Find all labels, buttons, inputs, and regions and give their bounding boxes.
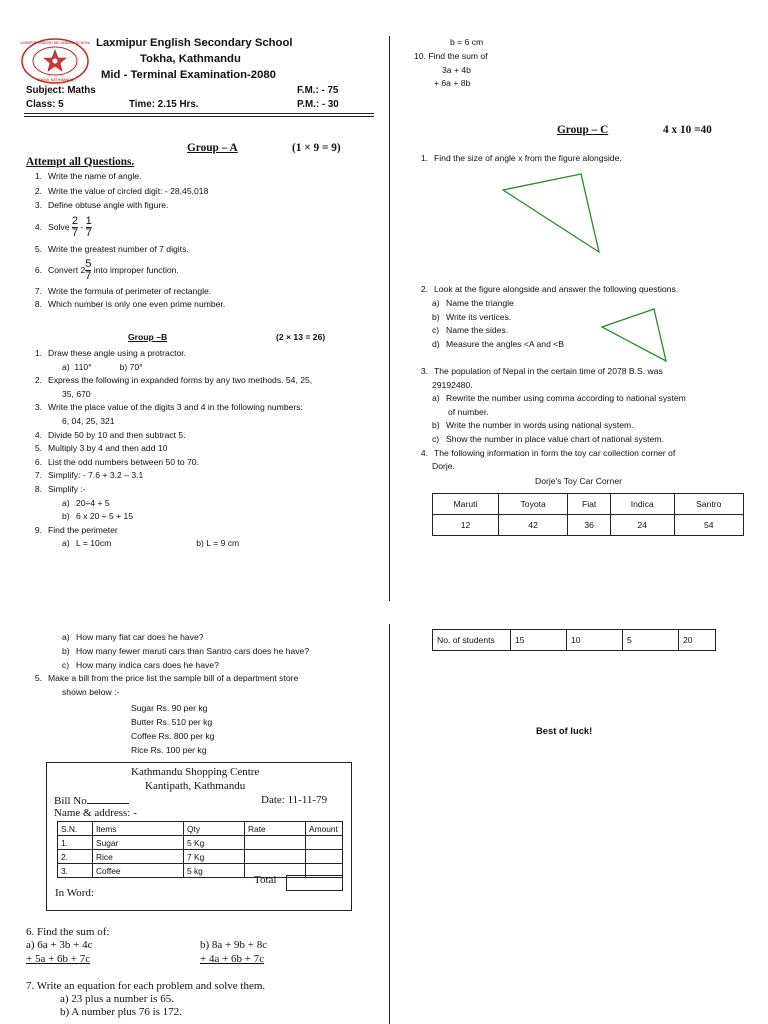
table-cell: 54 [674,515,744,536]
table-cell: 42 [498,515,567,536]
question-text: Look at the figure alongside and answer the following questions. [434,284,679,294]
group-b-title: Group –B [128,332,168,342]
subject-label: Subject: Maths [26,85,96,96]
question-7: 7. Write an equation for each problem and solve them. [26,980,266,992]
table-row [433,494,744,515]
price-item: Coffee Rs. 800 per kg [131,731,215,741]
question-text: The following information in form the toy car collection corner of [434,447,676,458]
bill-table [57,821,343,878]
question-text: Write its vertices. [446,311,512,322]
toy-car-table [432,493,744,536]
column-divider [389,36,390,601]
question-text: 35, 670 [62,388,91,399]
table-cell: 36 [568,515,610,536]
price-list [131,701,214,757]
toy-table-title: Dorje's Toy Car Corner [535,476,622,486]
table-header: Toyota [498,494,567,515]
question-text: 6, 04, 25, 321 [62,415,115,426]
question-text: How many indica cars does he have? [76,659,219,670]
column-divider-lower [389,624,390,1024]
question-text: Convert 2 [48,265,86,275]
question-text: Write the name of angle. [48,171,142,181]
table-cell: 24 [610,515,674,536]
table-cell [245,850,306,864]
question-text: Rewrite the number using comma according to national system [446,393,686,404]
question-10: 10. Find the sum of [414,51,488,61]
question-text: Draw these angle using a protractor. [48,348,187,358]
table-cell: Sugar [93,836,184,850]
question-text: List the odd numbers between 50 to 70. [48,456,199,467]
question-text: How many fiat car does he have? [76,632,204,642]
question-text: Measure the angles <A and <B [446,339,565,350]
table-cell [306,850,343,864]
table-row [433,515,744,536]
question-text: b) L = 9 cm [196,538,240,549]
sum-line-2: + 6a + 8b [434,78,471,88]
sum-b-line-2: + 4a + 6b + 7c [200,953,265,965]
question-text: 70° [129,361,143,372]
question-7b: b) A number plus 76 is 172. [60,1006,182,1018]
group-a-marks: (1 × 9 = 9) [292,142,341,154]
pass-marks: P.M.: - 30 [297,99,339,110]
table-header: S.N. [58,822,93,836]
table-header: Santro [674,494,744,515]
sum-b-line-1: b) 8a + 9b + 8c [200,939,268,951]
table-header: Items [93,822,184,836]
sample-bill [46,762,352,911]
question-text: Write the place value of the digits 3 and 4 in the following numbers: [48,402,303,413]
group-c-title: Group – C [557,124,609,136]
bill-date: Date: 11-11-79 [261,794,328,806]
question-text: of number. [448,406,489,417]
header-divider [24,113,374,114]
triangle-figure-1 [495,168,613,256]
svg-text:LAXMIPUR ENGLISH SECONDARY SCH: LAXMIPUR ENGLISH SECONDARY SCHOOL [20,41,90,45]
question-text: Divide 50 by 10 and then subtract 5. [48,429,186,440]
question-text: Find the size of angle x from the figure alongside. [434,153,622,163]
table-cell [245,836,306,850]
table-cell: 2. [58,850,93,864]
question-text: Name the triangle [446,297,514,308]
header-divider-2 [24,116,374,117]
table-header: Amount [306,822,343,836]
fraction: $\frac{2}{7}$ [71,214,79,239]
table-cell: 10 [567,630,623,651]
table-header: Maruti [433,494,499,515]
table-header: No. of students [433,630,511,651]
table-cell: 3. [58,864,93,878]
table-header: Rate [245,822,306,836]
table-cell: Rice [93,850,184,864]
school-address: Tokha, Kathmandu [140,53,241,65]
question-text: Name the sides. [446,325,509,336]
group-b-marks: (2 × 13 = 26) [276,332,326,342]
bill-store-place: Kantipath, Kathmandu [145,780,246,792]
school-logo [20,37,90,85]
table-row [58,836,343,850]
question-text: Find the sum of [428,51,488,61]
question-text: shown below :- [62,687,120,698]
table-header: Fiat [568,494,610,515]
question-text: Simplify: - 7.6 + 3.2 – 3.1 [48,470,144,481]
price-item: Butter Rs. 510 per kg [131,717,213,727]
question-text: Simplify :- [48,483,86,494]
group-a-questions: 1. Write the name of angle. 2. Write the value of circled digit: - 28,45,018 3. Define obtuse angle with figure. 4. Solve $\frac{2}{7}$ - $\frac{1}{7}$ 5. Write the greatest number of 7 digits. 6. Convert 2 $\frac{5}{7}$ into improper function. 7. Write the formula of perimeter of rectangle. 8. Which number is only one even prime number. [34,171,226,309]
question-text: Solve [48,222,70,232]
table-cell: 7 Kg [184,850,245,864]
table-row [58,850,343,864]
question-6: 6. Find the sum of: [26,926,110,938]
bill-store-name: Kathmandu Shopping Centre [131,766,260,778]
question-text: L = 10cm [76,538,112,549]
group-c-q3: 3. The population of Nepal in the certain time of 2078 B.S. was 29192480. a) Rewrite the number using comma according to national system of number. b) Write the number in words using national system. c) Show the number in place value chart of national system. 4. The following information in form the toy car collection corner of Dorje. [420,366,686,472]
question-text: 110° [74,361,92,372]
table-row [58,822,343,836]
bill-in-word: In Word: [55,887,94,899]
lower-left-questions: a) How many fiat car does he have? b) How many fewer maruti cars than Santro cars does he have? c) How many indica cars does he have? 5. Make a bill from the price list the sample bill of a department store shown below :- [34,632,310,698]
question-text: 29192480. [432,379,473,390]
minus-sign: - [80,222,84,232]
table-header: Qty [184,822,245,836]
sum-line-1: 3a + 4b [442,65,471,75]
question-text: 6 x 20 ÷ 5 + 15 [76,511,134,522]
question-text: Which number is only one even prime number. [48,299,226,309]
group-b-questions: 1. Draw these angle using a protractor. a) 110° b) 70° 2. Express the following in expanded forms by any two methods. 54, 25, 35, 670 3. Write the place value of the digits 3 and 4 in the following numbers: 6, 04, 25, 321 4. Divide 50 by 10 and then subtract 5. 5. Multiply 3 by 4 and then add 10 6. List the odd numbers between 50 to 70. 7. Simplify: - 7.6 + 3.2 – 3.1 8. Simplify :- a) 20÷4 + 5 b) 6 x 20 ÷ 5 + 15 9. Find the perimeter a) L = 10cm b) L = 9 cm [34,348,313,549]
exam-title: Mid - Terminal Examination-2080 [101,69,276,81]
question-text: Write the greatest number of 7 digits. [48,244,189,254]
question-text: Write the formula of perimeter of rectangle. [48,286,212,296]
question-7a: a) 23 plus a number is 65. [60,993,174,1005]
table-cell: 5 Kg [184,836,245,850]
bill-number [54,794,129,807]
question-text: into improper function. [93,265,179,275]
fraction: $\frac{1}{7}$ [85,214,92,239]
sum-a-line-1: a) 6a + 3b + 4c [26,939,93,951]
table-cell: 1. [58,836,93,850]
group-a-title: Group – A [187,142,238,154]
group-c-q1: 1. Find the size of angle x from the figure alongside. [420,153,622,163]
table-cell: 15 [511,630,567,651]
question-text: Make a bill from the price list the sample bill of a department store [48,673,299,684]
price-item: Sugar Rs. 90 per kg [131,703,208,713]
group-c-q2: 2. Look at the figure alongside and answer the following questions. a) Name the triangle b) Write its vertices. c) Name the sides. d) Measure the angles <A and <B [420,284,679,350]
class-label: Class: 5 [26,99,64,110]
svg-text:TOKHA, KATHMANDU: TOKHA, KATHMANDU [36,78,74,82]
bill-no-label: Bill No [54,795,87,807]
table-cell: 5 kg [184,864,245,878]
time-label: Time: 2.15 Hrs. [129,99,199,110]
question-text: Dorje. [432,461,455,472]
question-text: Write the number in words using national system. [446,420,634,431]
students-table [432,629,716,651]
full-marks: F.M.: - 75 [297,85,339,96]
fraction: $\frac{5}{7}$ [85,257,92,282]
table-header: Indica [610,494,674,515]
table-cell: 5 [623,630,679,651]
question-text: Multiply 3 by 4 and then add 10 [48,443,168,454]
bill-total-label: Total [254,874,277,886]
question-text: Find the perimeter [48,524,118,535]
price-item: Rice Rs. 100 per kg [131,745,207,755]
table-cell: 12 [433,515,499,536]
b-value: b = 6 cm [450,37,484,47]
group-c-marks: 4 x 10 =40 [663,124,712,136]
table-cell [306,836,343,850]
question-text: The population of Nepal in the certain time of 2078 B.S. was [434,366,663,376]
triangle-figure-2 [598,305,670,365]
table-cell: 20 [679,630,716,651]
sum-a-line-2: + 5a + 6b + 7c [26,953,91,965]
question-text: Show the number in place value chart of national system. [446,433,664,444]
question-text: Write the value of circled digit: - 28,45,018 [48,186,209,196]
bill-total-box [286,875,343,891]
question-text: Express the following in expanded forms by any two methods. 54, 25, [48,375,313,386]
bill-name-address: Name & address: - [54,807,137,819]
table-row [433,630,716,651]
school-name: Laxmipur English Secondary School [96,37,293,49]
instruction: Attempt all Questions. [26,156,135,168]
question-text: Define obtuse angle with figure. [48,200,169,210]
best-of-luck: Best of luck! [536,725,593,736]
table-cell: Coffee [93,864,184,878]
question-text: How many fewer maruti cars than Santro cars does he have? [76,645,310,656]
question-text: 20÷4 + 5 [76,497,110,508]
